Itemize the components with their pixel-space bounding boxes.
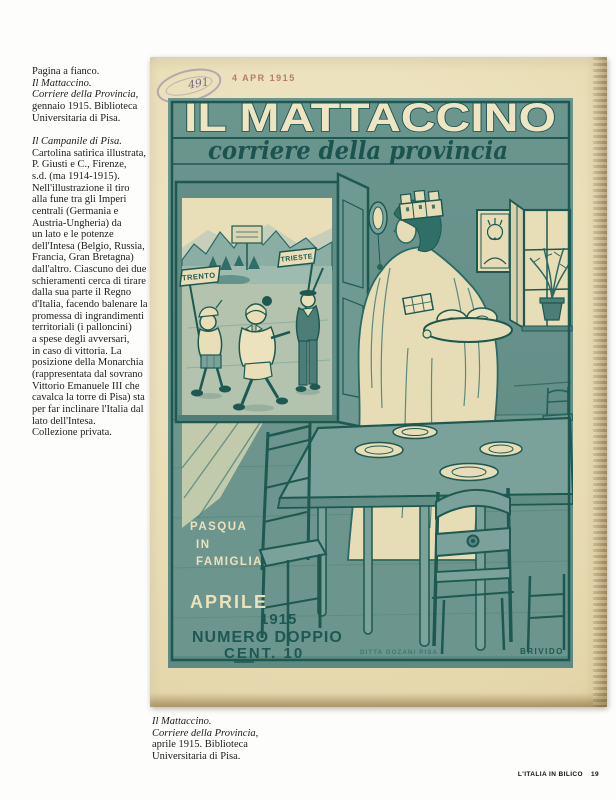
bottom-caption	[152, 716, 362, 763]
caption-line: posizione della Monarchia	[32, 357, 144, 369]
portrait-frame	[477, 210, 513, 272]
occasion-line-2: IN	[196, 539, 211, 551]
magazine-cover-photo	[150, 57, 607, 707]
caption-line: Il Mattaccino.	[32, 77, 92, 89]
caption-line: Corriere della Provincia,	[32, 89, 139, 101]
caption-line: centrali (Germania e	[32, 205, 119, 217]
caption-line: aprile 1915. Biblioteca	[152, 739, 248, 751]
caption-line: Austria-Ungheria) da	[32, 217, 122, 229]
caption-line: P. Giusti e C., Firenze,	[32, 159, 127, 171]
masthead-subtitle: corriere della provincia	[208, 136, 508, 165]
page-bottom-edge	[150, 693, 607, 707]
cover-illustration	[168, 98, 573, 668]
caption-line: Nell'illustrazione il tiro	[32, 182, 130, 194]
caption-line: per far inclinare l'Italia dal	[32, 404, 144, 416]
caption-line: s.d. (ma 1914-1915).	[32, 170, 120, 182]
running-title: L'ITALIA IN BILICO	[517, 771, 583, 778]
caption-line: schieramenti cerca di tirare	[32, 275, 146, 287]
caption-line: in caso di vittoria. La	[32, 345, 122, 357]
caption-line: (rappresentata dal sovrano	[32, 369, 143, 381]
caption-line: Corriere della Provincia,	[152, 727, 259, 739]
caption-line: gennaio 1915. Biblioteca	[32, 100, 138, 112]
occasion-line-1: PASQUA	[190, 521, 248, 533]
date-stamp: 4 APR 1915	[232, 73, 296, 83]
side-caption	[32, 66, 158, 439]
caption-line: cavalca la torre di Pisa) sta	[32, 392, 145, 404]
caption-line: Pagina a fianco.	[32, 66, 100, 77]
flag-trento	[180, 266, 220, 286]
masthead-title: IL MATTACCINO	[184, 98, 556, 140]
occasion-line-3: FAMIGLIA	[196, 556, 263, 568]
caption-line: dell'Intesa (Belgio, Russia,	[32, 240, 145, 252]
page-stack-edge	[593, 57, 607, 707]
caption-line: Vittorio Emanuele III che	[32, 380, 140, 392]
caption-line	[32, 124, 158, 136]
year-label: 1915	[260, 611, 298, 628]
caption-line: Il Campanile di Pisa.	[32, 135, 122, 147]
caption-line: Francia, Gran Bretagna)	[32, 252, 134, 264]
caption-line: Universitaria di Pisa.	[32, 112, 121, 124]
caption-line: lato dell'Intesa.	[32, 415, 96, 427]
artist-signature: BRIVIDO	[520, 647, 564, 656]
caption-line: territoriali (i palloncini)	[32, 322, 132, 334]
window	[510, 200, 572, 331]
caption-line: dall'altro. Ciascuno dei due	[32, 264, 147, 276]
caption-line: d'Italia, facendo balenare la	[32, 299, 148, 311]
page-number: 19	[590, 771, 599, 778]
caption-line: dalla sua parte il Regno	[32, 287, 132, 299]
caption-line: Il Mattaccino.	[152, 716, 212, 727]
caption-line: un lato e le potenze	[32, 229, 114, 241]
caption-line: Cartolina satirica illustrata,	[32, 147, 147, 159]
hand	[423, 330, 431, 338]
running-footer	[518, 771, 599, 778]
caption-line: Collezione privata.	[32, 427, 112, 439]
door-scene	[176, 182, 338, 422]
issue-type-label: NUMERO DOPPIO	[192, 629, 343, 646]
caption-line: a spese degli avversari,	[32, 334, 130, 346]
flag-trieste	[278, 248, 316, 267]
caption-line: alla fune tra gli Imperi	[32, 194, 127, 206]
flag-trento-label: TRENTO	[181, 270, 216, 283]
caption-line: Universitaria di Pisa.	[152, 750, 241, 762]
price-label: CENT. 10	[224, 645, 305, 662]
flag-trieste-label: TRIESTE	[280, 253, 314, 264]
caption-line: promessa di ingrandimenti	[32, 310, 144, 322]
printer-label: DITTA GOZANI PISA	[360, 650, 439, 656]
handwritten-number: 491	[187, 75, 210, 92]
month-label: APRILE	[190, 592, 269, 612]
